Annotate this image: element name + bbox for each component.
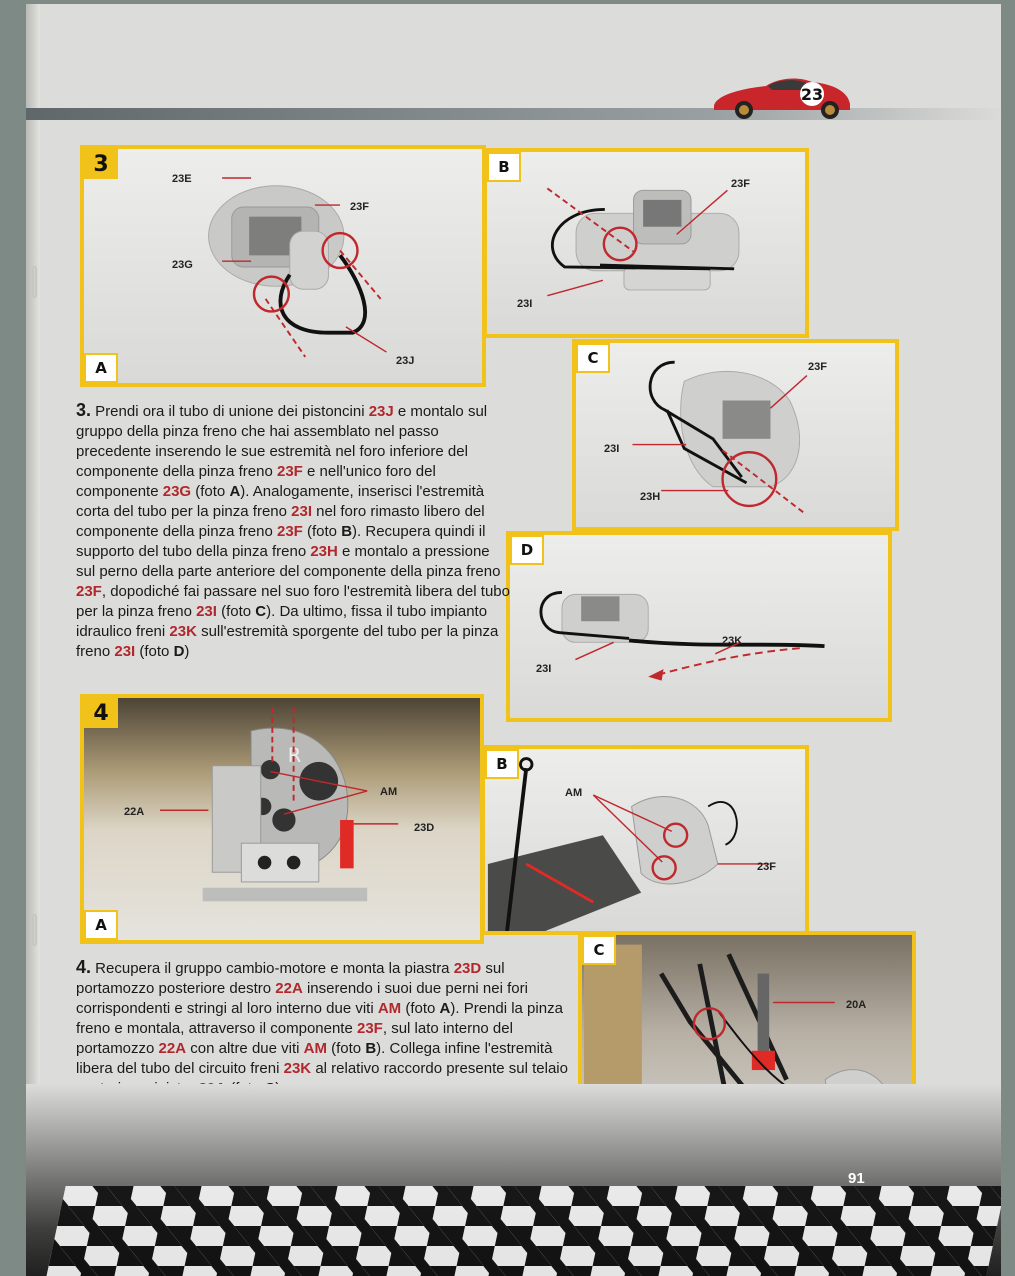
photo-tag: C	[584, 937, 614, 963]
step-number-badge: 3	[84, 149, 118, 179]
part-code: 23D	[453, 960, 482, 977]
part-code: 23K	[169, 623, 197, 640]
part-code: 22A	[275, 980, 303, 997]
brake-caliper-illustration	[487, 152, 805, 334]
photo-ref: D	[173, 643, 185, 660]
step4-instructions: 4. Recupera il gruppo cambio-motore e monta la piastra 23D sul portamozzo posteriore destro 22A inserendo i suoi due perni nei fori corrispondenti e stringi al loro interno due viti AM (foto A). Prendi la pinza freno e montala, attraverso il componente 23F, sul lato interno del portamozzo 22A con altre due viti AM (foto B). Collega infine l'estremità libera del tubo del circuito freni 23K al relativo raccordo presente sul telaio	[76, 957, 576, 1099]
caliper-mount-illustration	[485, 749, 805, 931]
part-label: 23G	[172, 259, 193, 271]
part-code: 23K	[283, 1060, 312, 1077]
brake-caliper-illustration	[84, 149, 482, 383]
part-label: 23E	[172, 173, 192, 185]
photo-ref: C	[255, 603, 267, 620]
car-number-badge: 23	[800, 85, 824, 104]
photo-ref: A	[439, 1000, 451, 1017]
part-label: 22A	[124, 806, 145, 818]
brake-caliper-illustration	[576, 343, 895, 527]
magazine-page	[26, 4, 1001, 1276]
staple	[32, 914, 37, 946]
part-code: 23I	[114, 643, 136, 660]
part-code: AM	[377, 1000, 402, 1017]
part-label: 20A	[846, 999, 867, 1011]
part-code: 23F	[276, 463, 303, 480]
step3-photo-d	[506, 531, 892, 722]
part-label: 23F	[350, 201, 369, 213]
checkered-flag-band	[46, 1186, 1001, 1276]
part-code: 23H	[310, 543, 338, 560]
part-code: 23I	[196, 603, 217, 620]
staple	[32, 266, 37, 298]
race-car-illustration	[706, 68, 856, 122]
step4-photo-b	[481, 745, 809, 935]
part-label: 23I	[604, 443, 620, 455]
step3-photo-a	[80, 145, 486, 387]
part-code: 23G	[162, 483, 192, 500]
part-label: 23F	[808, 361, 827, 373]
part-label: 23I	[517, 298, 533, 310]
step3-photo-c	[572, 339, 899, 531]
part-label: 23K	[722, 635, 743, 647]
photo-tag: A	[86, 912, 116, 938]
step-number-badge: 4	[84, 698, 118, 728]
step4-photo-a	[80, 694, 484, 944]
part-code: 23J	[368, 403, 394, 420]
part-code: 23I	[291, 503, 312, 520]
engraving-r: R	[287, 743, 302, 767]
gearbox-hub-illustration	[84, 698, 480, 940]
page-number: 91	[848, 1170, 865, 1187]
part-code: 22A	[158, 1040, 187, 1057]
part-label: 23D	[414, 822, 435, 834]
part-label: 23F	[757, 861, 776, 873]
step-number: 3.	[76, 400, 92, 420]
photo-ref: A	[229, 483, 241, 500]
step3-instructions: 3. Prendi ora il tubo di unione dei pistoncini 23J e montalo sul gruppo della pinza freno che hai assemblato nel passo precedente inserendo le sue estremità nel foro inferiore del componente della pinza freno 23F e nell'unico foro del componente 23G (foto A). Analogamente, inserisci l'estremità corta del tubo per la pinza freno 23I nel foro rimasto libero del componente della pinza freno 23F (foto B). Recupera quindi il supporto del tubo della pinza freno 23H e montalo a pressione sul perno della parte anteriore del componente della pinza freno 23F, dopodiché fai passare nel suo foro l'estremità libera del tubo per la pinza freno 23I (foto C). Da ultimo, fissa il tubo impianto idraulico freni 23K sull'estremità sporgente del tubo per la pinza freno 23I (foto D)	[76, 400, 510, 660]
step3-photo-b	[483, 148, 809, 338]
photo-ref: B	[341, 523, 353, 540]
part-label: 23J	[396, 355, 415, 367]
photo-tag: B	[487, 751, 517, 777]
photo-tag: C	[578, 345, 608, 371]
part-label: 23H	[640, 491, 661, 503]
step-number: 4.	[76, 957, 92, 977]
part-label: AM	[380, 786, 398, 798]
part-code: 23F	[357, 1020, 383, 1037]
brake-caliper-and-hose-illustration	[510, 535, 888, 718]
part-label: 23I	[536, 663, 552, 675]
part-code: 23F	[276, 523, 303, 540]
part-code: AM	[303, 1040, 327, 1057]
part-label: 23F	[731, 178, 750, 190]
part-label: AM	[565, 787, 583, 799]
part-code: 23F	[76, 583, 102, 600]
photo-ref: B	[365, 1040, 377, 1057]
photo-tag: B	[489, 154, 519, 180]
photo-tag: A	[86, 355, 116, 381]
photo-tag: D	[512, 537, 542, 563]
